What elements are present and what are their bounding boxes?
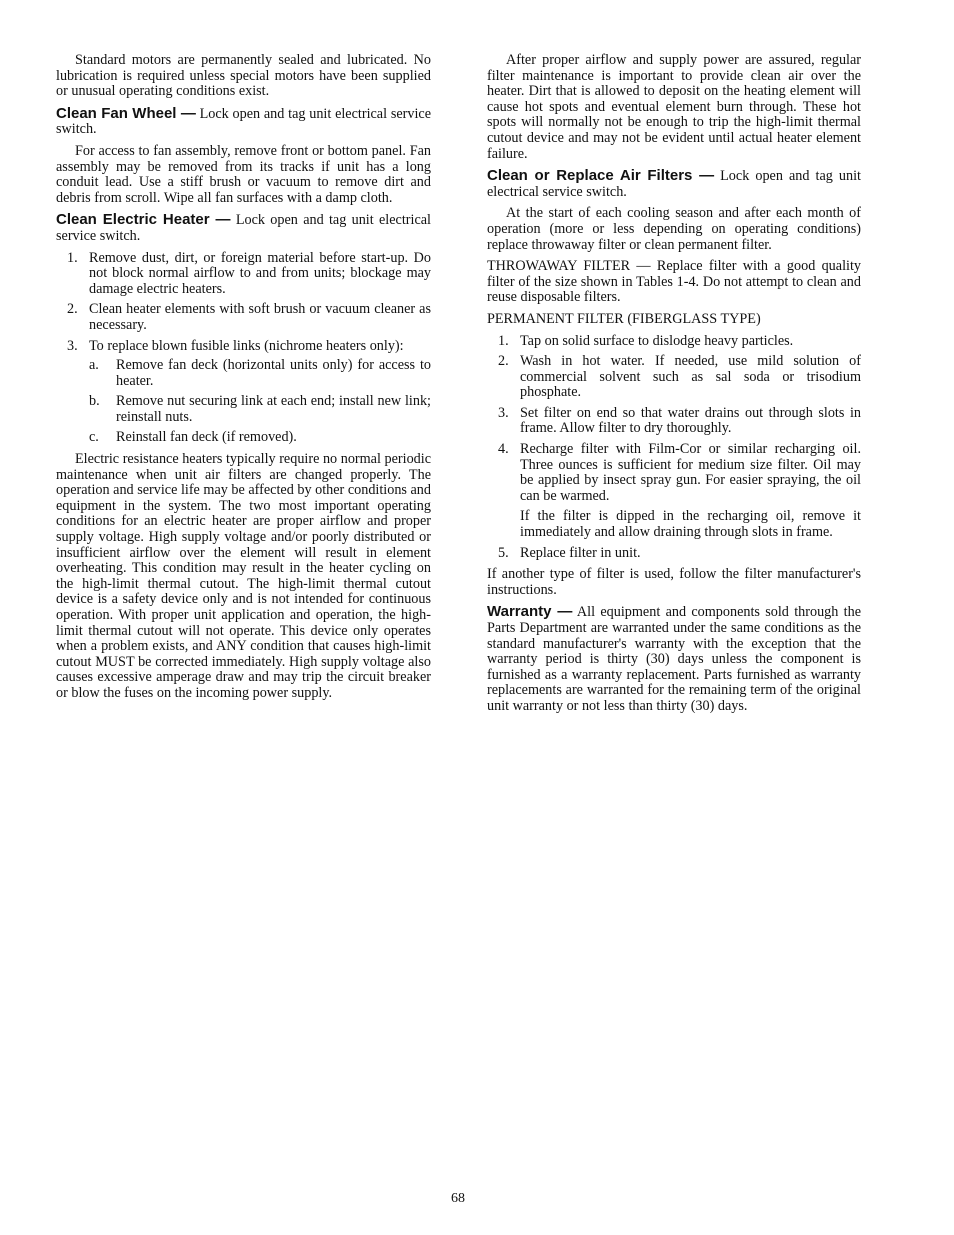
air-filters-heading: Clean or Replace Air Filters — <box>487 167 715 185</box>
list-item-number: 3. <box>498 404 509 421</box>
airflow-paragraph: After proper airflow and supply power are assured, regular filter maintenance is important to provide clean air over the heater. Dirt that is allowed to deposit on the heating element will cause hot spots and eventual element burn through. These hot spots will normally not be enough to trip the high-limit thermal cutout device and may not be evident until actual heater element failure. <box>487 52 861 162</box>
fan-assembly-paragraph: For access to fan assembly, remove front or bottom panel. Fan assembly may be removed from its tracks if unit has a long conduit lead. Use a stiff brush or vacuum to remove dirt and debris from scroll. Wipe all fan surfaces with a damp cloth. <box>56 142 431 206</box>
list-item-letter: c. <box>89 429 99 446</box>
clean-electric-heater-lead: Lock open and tag unit electrical service switch. <box>56 212 431 244</box>
heater-maintenance-paragraph: Electric resistance heaters typically require no normal periodic maintenance when unit air filters are changed properly. The operation and service life may be affected by other conditions and equipment in the system. The two most important operating conditions for an electric heater are proper airflow and proper supply voltage. High supply voltage and/or poorly distributed or insufficient airflow over the element will result in element overheating. This condition may result in the heater cycling on the high-limit thermal cutout. The high-limit thermal cutout device is a safety device only and is not intended for continuous operation. With proper unit application and operation, the high-limit thermal cutout will not operate. This device only operates when a problem exists, and ANY condition that causes high-limit cutout MUST be corrected immediately. High supply voltage also causes excessive amperage draw and may trip the circuit breaker or blow the fuses on the incoming power supply. <box>56 451 431 701</box>
list-item-text: Clean heater elements with soft brush or vacuum cleaner as necessary. <box>89 301 431 333</box>
right-column <box>487 53 861 721</box>
list-item-text: Remove fan deck (horizontal units only) for access to heater. <box>116 357 431 389</box>
list-item <box>89 394 431 425</box>
list-item-text: Reinstall fan deck (if removed). <box>116 429 297 446</box>
clean-fan-wheel-lead: Lock open and tag unit electrical service switch. <box>56 105 431 138</box>
warranty-text: All equipment and components sold through the Parts Department are warranted under the same conditions as the standard manufacturer's warranty with the exception that the warranty period is thirty (30) days unless the component is furnished as a warranty replacement. Parts furnished as warranty replacements are warranted for the remaining term of the original unit warranty or not less than thirty (30) days. <box>487 604 861 714</box>
other-filter-paragraph: If another type of filter is used, follow the filter manufacturer's instructions. <box>487 566 861 598</box>
list-item <box>487 546 861 562</box>
left-column <box>56 53 431 708</box>
list-item-text: Recharge filter with Film-Cor or similar recharging oil. Three ounces is sufficient for medium size filter. Oil may be applied by insect spray gun. For easier spraying, the oil can be warmed. <box>520 441 861 504</box>
clean-fan-wheel-heading: Clean Fan Wheel — <box>56 104 196 122</box>
list-item-text: Tap on solid surface to dislodge heavy particles. <box>520 332 794 349</box>
page-number: 68 <box>451 1191 465 1206</box>
fusible-link-substeps-list <box>89 358 431 446</box>
list-item <box>487 442 861 541</box>
clean-electric-heater-section <box>56 212 431 244</box>
throwaway-filter-paragraph: THROWAWAY FILTER — Replace filter with a good quality filter of the size shown in Tables 1-4. Do not attempt to clean and reuse disposable filters. <box>487 258 861 306</box>
air-filters-lead: Lock open and tag unit electrical service switch. <box>487 168 861 200</box>
cooling-season-paragraph: At the start of each cooling season and after each month of operation (more or less depending on operating conditions) replace throwaway filter or clean permanent filter. <box>487 205 861 253</box>
list-item-number: 2. <box>498 353 509 370</box>
list-item-text: Set filter on end so that water drains out through slots in frame. Allow filter to dry thoroughly. <box>520 404 861 437</box>
list-item <box>487 406 861 437</box>
list-item <box>89 430 431 446</box>
list-item-number: 4. <box>498 441 509 458</box>
list-item-number: 3. <box>67 337 78 354</box>
list-item-number: 1. <box>67 249 78 266</box>
list-item <box>56 339 431 447</box>
list-item-note: If the filter is dipped in the recharging oil, remove it immediately and allow draining through slots in frame. <box>520 508 861 541</box>
warranty-section <box>487 604 861 714</box>
list-item-number: 5. <box>498 544 509 561</box>
warranty-heading: Warranty — <box>487 603 573 621</box>
air-filters-section <box>487 168 861 200</box>
motors-paragraph: Standard motors are permanently sealed and lubricated. No lubrication is required unless special motors have been supplied or unusual operating conditions exist. <box>56 52 431 100</box>
list-item <box>487 354 861 401</box>
list-item-number: 2. <box>67 301 78 318</box>
list-item <box>487 334 861 350</box>
clean-electric-heater-heading: Clean Electric Heater — <box>56 211 231 229</box>
list-item <box>56 251 431 298</box>
clean-fan-wheel-section <box>56 106 431 138</box>
list-item <box>89 358 431 389</box>
list-item-text: Replace filter in unit. <box>520 544 641 561</box>
permanent-filter-heading: PERMANENT FILTER (FIBERGLASS TYPE) <box>487 310 761 327</box>
list-item-text: To replace blown fusible links (nichrome heaters only): <box>89 337 404 354</box>
list-item-letter: b. <box>89 393 100 410</box>
heater-steps-list <box>56 251 431 447</box>
list-item-letter: a. <box>89 357 99 374</box>
permanent-filter-steps-list <box>487 334 861 562</box>
list-item-text: Remove nut securing link at each end; install new link; reinstall nuts. <box>116 393 431 425</box>
list-item-text: Wash in hot water. If needed, use mild solution of commercial solvent such as sal soda or trisodium phosphate. <box>520 353 861 401</box>
list-item-number: 1. <box>498 332 509 349</box>
list-item <box>56 302 431 333</box>
list-item-text: Remove dust, dirt, or foreign material before start-up. Do not block normal airflow to and from units; blockage may damage electric heaters. <box>89 249 431 297</box>
